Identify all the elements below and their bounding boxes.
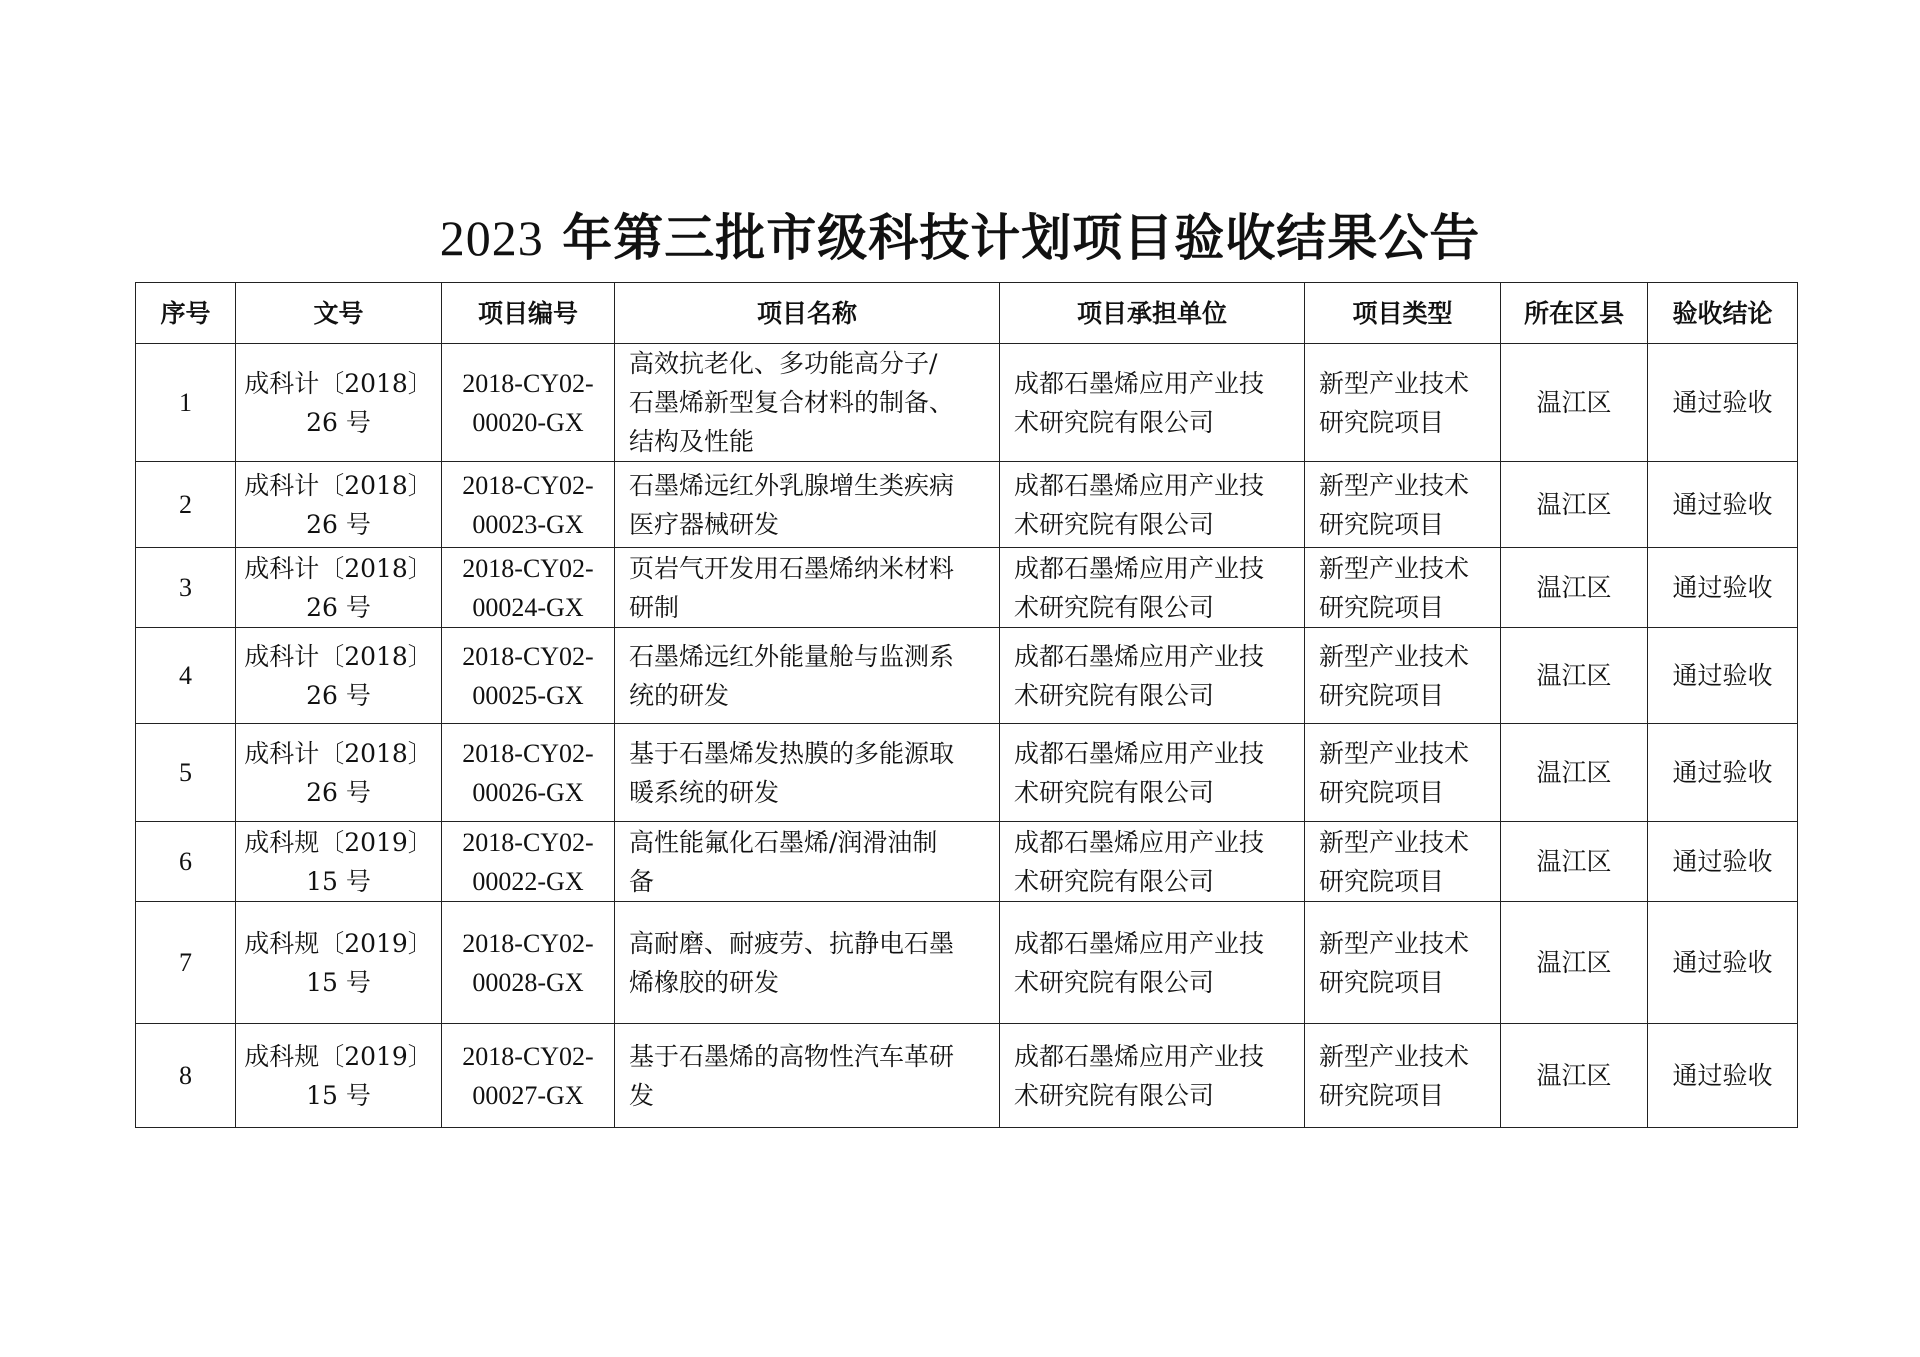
cell-type — [1305, 822, 1501, 902]
cell-seq-line: 6 — [179, 847, 192, 876]
cell-unit-line: 术研究院有限公司 — [1014, 407, 1215, 437]
cell-result-line: 通过验收 — [1672, 573, 1773, 602]
cell-name-line: 发 — [629, 1080, 655, 1110]
cell-unit — [1000, 1024, 1305, 1128]
cell-seq — [136, 822, 236, 902]
cell-result — [1648, 822, 1798, 902]
header-code: 项目编号 — [442, 283, 615, 344]
cell-seq — [136, 344, 236, 462]
cell-unit — [1000, 344, 1305, 462]
cell-name-line: 石墨烯新型复合材料的制备、 — [629, 388, 955, 417]
cell-seq-line: 1 — [179, 388, 192, 417]
cell-name-line: 统的研发 — [629, 680, 730, 710]
cell-district-line: 温江区 — [1536, 490, 1612, 519]
cell-name — [615, 902, 1000, 1024]
cell-district-line: 温江区 — [1536, 1061, 1612, 1090]
cell-name-line: 结构及性能 — [629, 427, 755, 456]
cell-unit — [1000, 548, 1305, 628]
cell-unit — [1000, 724, 1305, 822]
cell-seq-line: 4 — [179, 661, 192, 690]
cell-code-line: 00027-GX — [472, 1080, 584, 1110]
header-doc: 文号 — [236, 283, 442, 344]
cell-doc-line: 成科规〔2019〕 — [244, 1041, 433, 1071]
cell-unit-line: 成都石墨烯应用产业技 — [1014, 928, 1265, 958]
table-row — [136, 724, 1798, 822]
cell-unit-line: 成都石墨烯应用产业技 — [1014, 470, 1265, 500]
cell-unit — [1000, 628, 1305, 724]
cell-type-line: 研究院项目 — [1319, 866, 1445, 896]
cell-result — [1648, 462, 1798, 548]
cell-code-line: 00026-GX — [472, 777, 584, 807]
cell-district — [1501, 902, 1648, 1024]
cell-type-line: 研究院项目 — [1319, 592, 1445, 622]
cell-seq-line: 8 — [179, 1061, 192, 1090]
cell-result — [1648, 628, 1798, 724]
title-text: 年第三批市级科技计划项目验收结果公告 — [543, 208, 1481, 267]
cell-district — [1501, 344, 1648, 462]
cell-doc — [236, 344, 442, 462]
cell-type-line: 研究院项目 — [1319, 680, 1445, 710]
cell-name — [615, 548, 1000, 628]
cell-name — [615, 822, 1000, 902]
cell-doc-line: 成科计〔2018〕 — [244, 368, 433, 398]
cell-doc — [236, 902, 442, 1024]
cell-code — [442, 344, 615, 462]
cell-result-line: 通过验收 — [1672, 388, 1773, 417]
cell-doc-line: 26 号 — [306, 407, 371, 437]
cell-code-line: 00020-GX — [472, 407, 584, 437]
cell-district — [1501, 1024, 1648, 1128]
cell-unit-line: 成都石墨烯应用产业技 — [1014, 738, 1265, 768]
cell-seq — [136, 1024, 236, 1128]
cell-type — [1305, 344, 1501, 462]
table-row — [136, 628, 1798, 724]
cell-district-line: 温江区 — [1536, 573, 1612, 602]
cell-code — [442, 822, 615, 902]
cell-doc-line: 26 号 — [306, 592, 371, 622]
table-row — [136, 548, 1798, 628]
cell-code-line: 2018-CY02- — [462, 641, 594, 671]
cell-doc — [236, 462, 442, 548]
cell-name-line: 医疗器械研发 — [629, 509, 780, 539]
cell-unit-line: 术研究院有限公司 — [1014, 967, 1215, 997]
cell-code — [442, 462, 615, 548]
cell-district — [1501, 724, 1648, 822]
cell-name-line: 暖系统的研发 — [629, 777, 780, 807]
cell-code-line: 00023-GX — [472, 509, 584, 539]
cell-seq — [136, 548, 236, 628]
table-header-row — [136, 283, 1798, 344]
header-unit: 项目承担单位 — [1000, 283, 1305, 344]
cell-unit-line: 成都石墨烯应用产业技 — [1014, 641, 1265, 671]
cell-name — [615, 724, 1000, 822]
cell-doc-line: 15 号 — [306, 967, 371, 997]
cell-doc — [236, 548, 442, 628]
cell-type-line: 研究院项目 — [1319, 967, 1445, 997]
results-table — [135, 282, 1798, 1128]
cell-name — [615, 628, 1000, 724]
cell-code-line: 2018-CY02- — [462, 368, 594, 398]
cell-result-line: 通过验收 — [1672, 758, 1773, 787]
cell-seq-line: 5 — [179, 758, 192, 787]
cell-type-line: 新型产业技术 — [1319, 470, 1470, 500]
cell-unit-line: 术研究院有限公司 — [1014, 1080, 1215, 1110]
cell-doc — [236, 724, 442, 822]
cell-code-line: 2018-CY02- — [462, 1041, 594, 1071]
cell-name-line: 高效抗老化、多功能高分子/ — [629, 349, 938, 378]
header-type: 项目类型 — [1305, 283, 1501, 344]
cell-doc — [236, 822, 442, 902]
cell-type-line: 新型产业技术 — [1319, 738, 1470, 768]
cell-seq — [136, 462, 236, 548]
cell-district — [1501, 628, 1648, 724]
cell-code — [442, 902, 615, 1024]
cell-name-line: 高耐磨、耐疲劳、抗静电石墨 — [629, 928, 955, 958]
cell-result-line: 通过验收 — [1672, 948, 1773, 977]
cell-unit — [1000, 462, 1305, 548]
cell-doc — [236, 1024, 442, 1128]
cell-result-line: 通过验收 — [1672, 847, 1773, 876]
cell-type — [1305, 1024, 1501, 1128]
cell-code-line: 2018-CY02- — [462, 738, 594, 768]
cell-type-line: 新型产业技术 — [1319, 827, 1470, 857]
cell-code — [442, 1024, 615, 1128]
cell-name-line: 页岩气开发用石墨烯纳米材料 — [629, 553, 955, 583]
cell-unit-line: 术研究院有限公司 — [1014, 680, 1215, 710]
cell-name-line: 高性能氟化石墨烯/润滑油制 — [629, 827, 938, 857]
cell-result — [1648, 724, 1798, 822]
cell-type-line: 新型产业技术 — [1319, 641, 1470, 671]
cell-district — [1501, 822, 1648, 902]
cell-name-line: 基于石墨烯发热膜的多能源取 — [629, 738, 955, 768]
cell-doc-line: 26 号 — [306, 680, 371, 710]
cell-unit-line: 术研究院有限公司 — [1014, 777, 1215, 807]
cell-result-line: 通过验收 — [1672, 661, 1773, 690]
cell-seq — [136, 628, 236, 724]
cell-result — [1648, 548, 1798, 628]
cell-seq-line: 2 — [179, 490, 192, 519]
cell-code-line: 2018-CY02- — [462, 827, 594, 857]
cell-district — [1501, 462, 1648, 548]
cell-code-line: 2018-CY02- — [462, 928, 594, 958]
cell-type — [1305, 628, 1501, 724]
cell-unit-line: 成都石墨烯应用产业技 — [1014, 553, 1265, 583]
cell-district-line: 温江区 — [1536, 388, 1612, 417]
cell-type — [1305, 724, 1501, 822]
cell-seq — [136, 902, 236, 1024]
cell-name-line: 烯橡胶的研发 — [629, 967, 780, 997]
cell-doc-line: 15 号 — [306, 1080, 371, 1110]
cell-name-line: 研制 — [629, 592, 680, 622]
header-result: 验收结论 — [1648, 283, 1798, 344]
cell-type-line: 研究院项目 — [1319, 777, 1445, 807]
cell-type-line: 研究院项目 — [1319, 407, 1445, 437]
cell-doc-line: 成科计〔2018〕 — [244, 641, 433, 671]
cell-type-line: 新型产业技术 — [1319, 928, 1470, 958]
cell-type-line: 研究院项目 — [1319, 509, 1445, 539]
cell-type — [1305, 548, 1501, 628]
cell-doc-line: 成科计〔2018〕 — [244, 553, 433, 583]
cell-doc-line: 成科规〔2019〕 — [244, 928, 433, 958]
cell-district — [1501, 548, 1648, 628]
table-row — [136, 344, 1798, 462]
cell-code-line: 2018-CY02- — [462, 553, 594, 583]
table-row — [136, 462, 1798, 548]
cell-type — [1305, 462, 1501, 548]
cell-unit-line: 术研究院有限公司 — [1014, 592, 1215, 622]
cell-district-line: 温江区 — [1536, 758, 1612, 787]
cell-doc-line: 15 号 — [306, 866, 371, 896]
cell-code — [442, 724, 615, 822]
cell-result — [1648, 344, 1798, 462]
cell-doc-line: 26 号 — [306, 509, 371, 539]
cell-code-line: 00022-GX — [472, 866, 584, 896]
cell-doc-line: 成科计〔2018〕 — [244, 470, 433, 500]
cell-district-line: 温江区 — [1536, 948, 1612, 977]
cell-result — [1648, 1024, 1798, 1128]
cell-type-line: 新型产业技术 — [1319, 1041, 1470, 1071]
cell-unit-line: 成都石墨烯应用产业技 — [1014, 827, 1265, 857]
cell-unit-line: 成都石墨烯应用产业技 — [1014, 368, 1265, 398]
header-seq: 序号 — [136, 283, 236, 344]
cell-unit-line: 成都石墨烯应用产业技 — [1014, 1041, 1265, 1071]
cell-doc-line: 成科计〔2018〕 — [244, 738, 433, 768]
header-district: 所在区县 — [1501, 283, 1648, 344]
cell-name — [615, 462, 1000, 548]
cell-result-line: 通过验收 — [1672, 490, 1773, 519]
cell-name — [615, 344, 1000, 462]
cell-seq — [136, 724, 236, 822]
cell-doc-line: 成科规〔2019〕 — [244, 827, 433, 857]
cell-unit-line: 术研究院有限公司 — [1014, 509, 1215, 539]
cell-type-line: 新型产业技术 — [1319, 553, 1470, 583]
cell-unit-line: 术研究院有限公司 — [1014, 866, 1215, 896]
title-year: 2023 — [439, 210, 544, 266]
cell-type-line: 新型产业技术 — [1319, 368, 1470, 398]
header-name: 项目名称 — [615, 283, 1000, 344]
cell-code-line: 00028-GX — [472, 967, 584, 997]
cell-code-line: 00025-GX — [472, 680, 584, 710]
table-row — [136, 822, 1798, 902]
table-row — [136, 902, 1798, 1024]
cell-code — [442, 628, 615, 724]
cell-doc-line: 26 号 — [306, 777, 371, 807]
cell-name-line: 基于石墨烯的高物性汽车革研 — [629, 1041, 955, 1071]
cell-code-line: 2018-CY02- — [462, 470, 594, 500]
cell-district-line: 温江区 — [1536, 847, 1612, 876]
cell-unit — [1000, 902, 1305, 1024]
cell-name-line: 石墨烯远红外乳腺增生类疾病 — [629, 470, 955, 500]
cell-name-line: 石墨烯远红外能量舱与监测系 — [629, 641, 955, 671]
cell-code-line: 00024-GX — [472, 592, 584, 622]
cell-name — [615, 1024, 1000, 1128]
cell-doc — [236, 628, 442, 724]
cell-type-line: 研究院项目 — [1319, 1080, 1445, 1110]
cell-result-line: 通过验收 — [1672, 1061, 1773, 1090]
cell-name-line: 备 — [629, 866, 655, 896]
cell-district-line: 温江区 — [1536, 661, 1612, 690]
table-row — [136, 1024, 1798, 1128]
cell-unit — [1000, 822, 1305, 902]
cell-type — [1305, 902, 1501, 1024]
cell-code — [442, 548, 615, 628]
cell-seq-line: 7 — [179, 948, 192, 977]
cell-result — [1648, 902, 1798, 1024]
page-title — [0, 208, 1920, 268]
cell-seq-line: 3 — [179, 573, 192, 602]
